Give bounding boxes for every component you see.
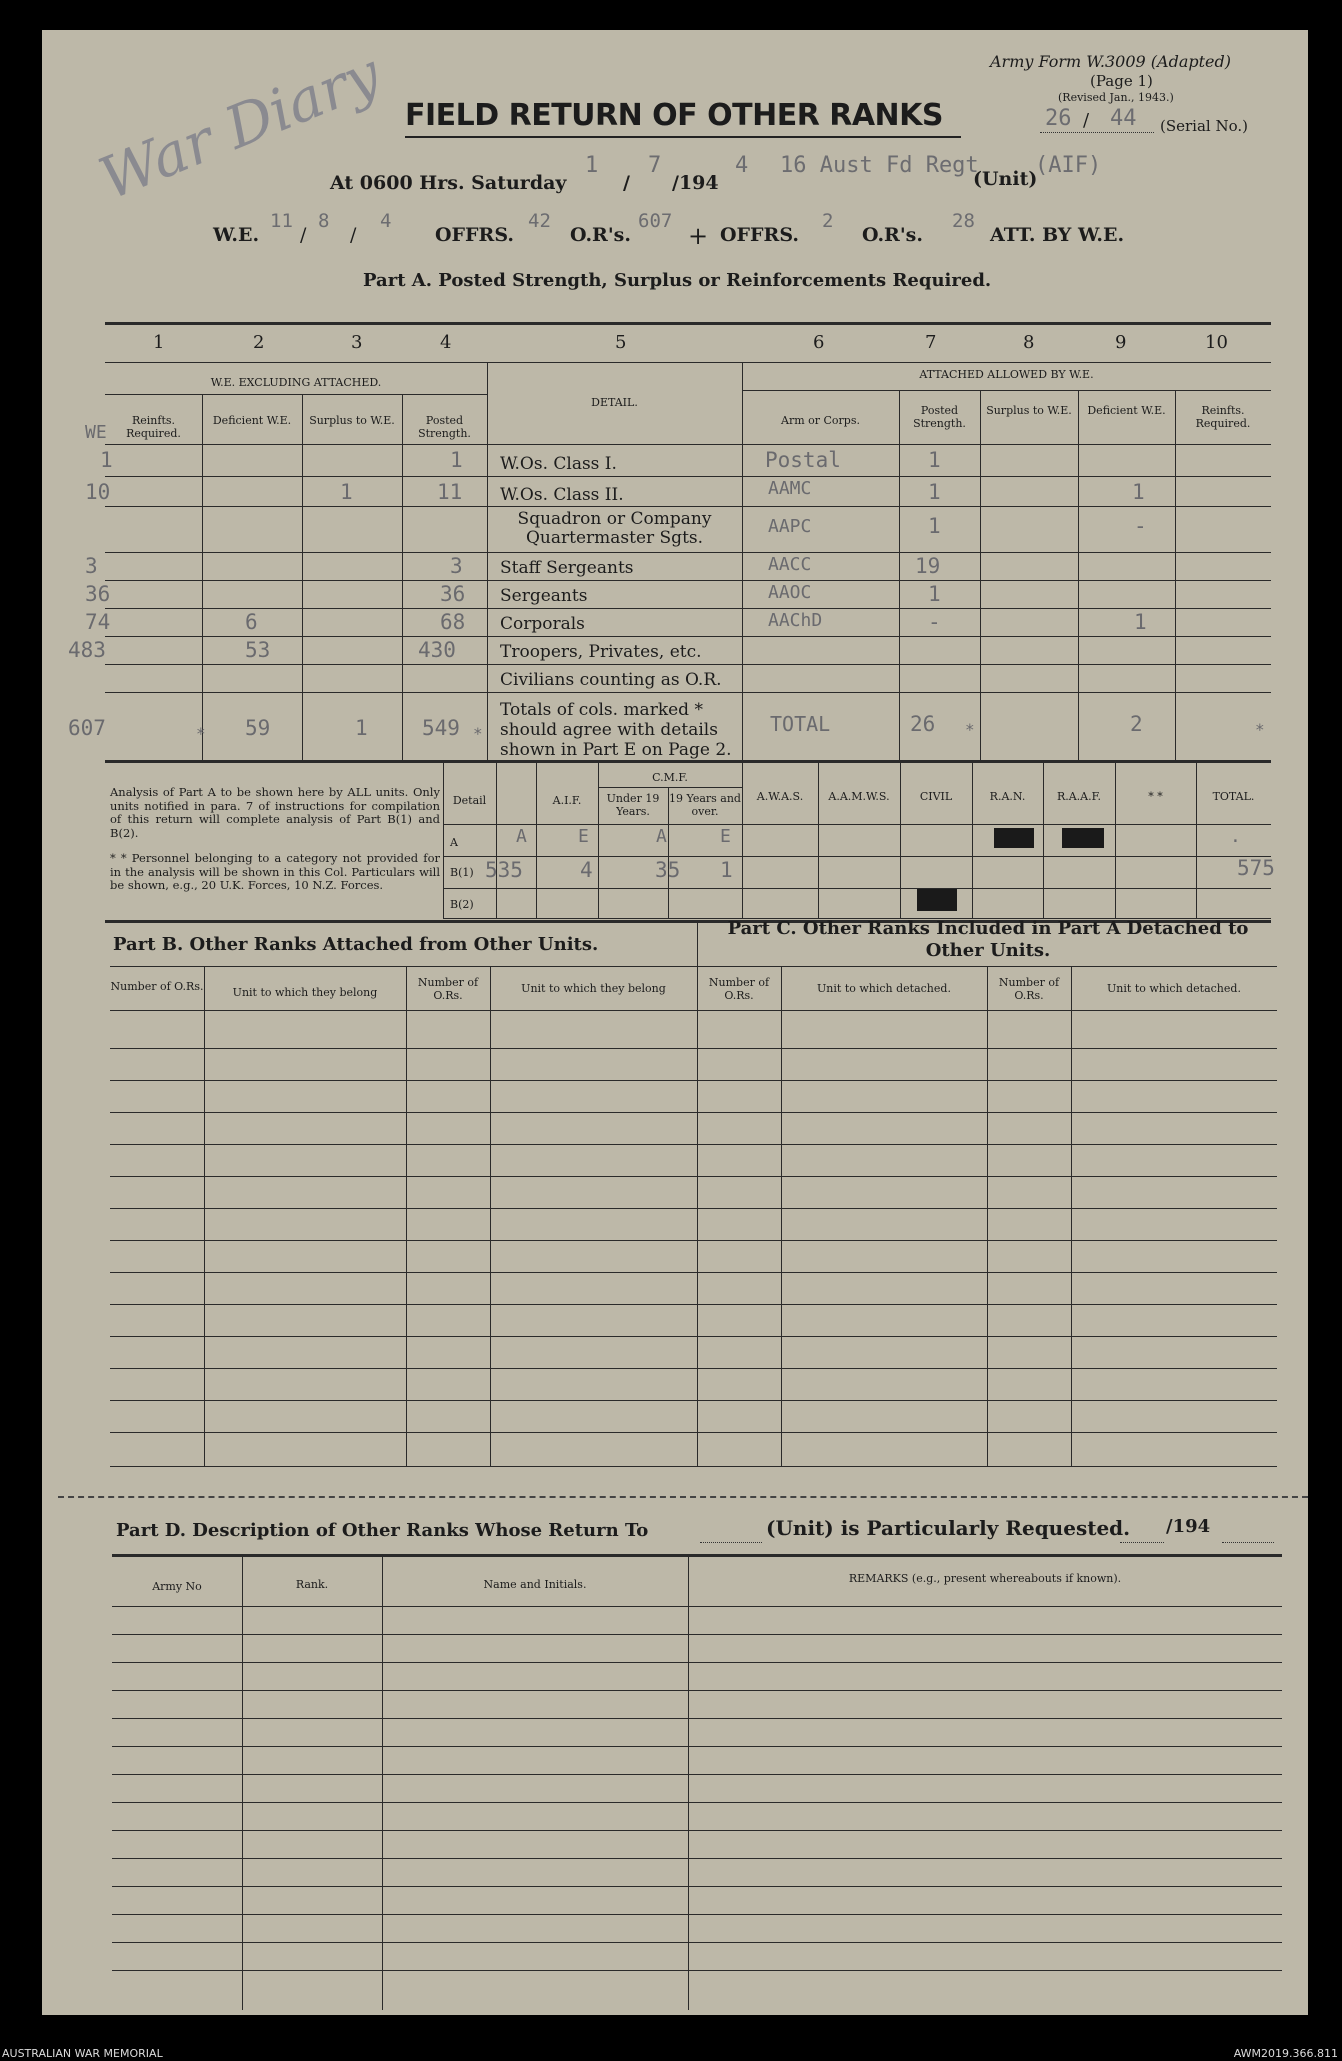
total-c9: 2 (1130, 712, 1143, 736)
hdr-surplus2: Surplus to W.E. (986, 404, 1072, 417)
vrule (742, 762, 743, 918)
we-a: 11 (270, 210, 293, 232)
rule (110, 1010, 1277, 1011)
col-number: 2 (253, 332, 265, 353)
detail-label: Staff Sergeants (500, 558, 634, 578)
detail-label: Corporals (500, 614, 585, 634)
hdr-detail: Detail (452, 794, 487, 807)
cell-arm: AAMC (768, 478, 812, 499)
part-a-top-rule (105, 322, 1271, 325)
serial-label: (Serial No.) (1160, 117, 1248, 135)
rule (598, 787, 742, 788)
hdr-detail: DETAIL. (591, 396, 638, 409)
cell-c1: 1 (100, 448, 113, 472)
hdr-aif: A.I.F. (552, 794, 582, 807)
rule (105, 692, 1271, 693)
vrule (402, 394, 403, 760)
vrule (1078, 390, 1079, 760)
rule (105, 444, 1271, 445)
col-number: 7 (925, 332, 937, 353)
hdr-arm: Arm or Corps. (781, 414, 860, 427)
vrule (406, 966, 407, 1466)
col-number: 6 (813, 332, 825, 353)
d-hdr-rank: Rank. (295, 1578, 329, 1591)
detail-label: Squadron or Company Quartermaster Sgts. (517, 509, 712, 548)
hdr-awas: A.W.A.S. (756, 790, 804, 803)
mark-a: A (656, 826, 667, 847)
part-d-unit: (Unit) is Particularly Requested. (766, 1516, 1131, 1540)
cell-c7: 1 (928, 448, 941, 472)
we-b: 8 (318, 210, 330, 232)
rule (105, 394, 487, 395)
col-number: 1 (153, 332, 165, 353)
page-label: (Page 1) (1090, 72, 1153, 90)
vrule (1115, 762, 1116, 918)
rule (105, 664, 1271, 665)
offrs2-val: 2 (822, 210, 834, 232)
hdr-civil: CIVIL (919, 790, 953, 803)
detail-label: Civilians counting as O.R. (500, 670, 722, 690)
total-c2: 59 (245, 716, 271, 740)
rule (443, 856, 1271, 857)
date-month: 7 (648, 153, 662, 178)
rule (105, 476, 1271, 477)
detail-label: W.Os. Class I. (500, 454, 617, 474)
cell-c3: 1 (340, 480, 353, 504)
rule (105, 362, 1271, 363)
cell-arm: Postal (765, 448, 841, 472)
b1-total: 575 (1237, 856, 1275, 880)
mark-a: A (516, 826, 527, 847)
cell-c7: 1 (928, 582, 941, 606)
cell-c7: 1 (928, 514, 941, 538)
vrule (1071, 966, 1072, 1466)
hdr-raaf: R.A.A.F. (1056, 790, 1102, 803)
cell-c1: 36 (85, 582, 111, 606)
hdr-under19: Under 19 Years. (606, 792, 660, 818)
cell-c9: 1 (1132, 480, 1145, 504)
mark-e: E (720, 826, 731, 847)
a-total: . (1230, 826, 1241, 847)
cell-c2: 6 (245, 610, 258, 634)
date-day: 1 (585, 153, 599, 178)
year-digit: 4 (735, 153, 749, 178)
tear-line (58, 1496, 1308, 1498)
vrule (980, 390, 981, 760)
part-d-date: /194 (1166, 1516, 1211, 1537)
cell-c1: 3 (85, 554, 98, 578)
cell-c4: 68 (440, 610, 466, 634)
unit-aif: (AIF) (1035, 153, 1102, 178)
we-label: W.E. (213, 224, 260, 246)
col-number: 9 (1115, 332, 1127, 353)
cell-c1: 483 (68, 638, 106, 662)
title-underline (405, 136, 961, 138)
vrule (1043, 762, 1044, 918)
we-group-header: W.E. EXCLUDING ATTACHED. (210, 376, 382, 389)
vrule (900, 762, 901, 918)
row-label-b1: B(1) (450, 866, 474, 879)
rule (112, 1554, 1282, 1557)
redaction-block (917, 889, 957, 911)
we-mark: WE (85, 422, 107, 443)
hdr-reinfts: Reinfts. Required. (126, 414, 181, 440)
col-number: 10 (1205, 332, 1228, 353)
part-d-title: Part D. Description of Other Ranks Whose Return To (116, 1520, 649, 1541)
analysis-note-2: * * Personnel belonging to a category not provided for in the analysis will be shown in this Col. Particulars will be shown, e.g., 20 U.K. Forces, 10 N.Z. Forces. (110, 851, 440, 892)
cell-arm: AAPC (768, 516, 812, 537)
hdr-cmf: C.M.F. (652, 771, 688, 784)
rule (105, 608, 1271, 609)
b-hdr-unit: Unit to which they belong (232, 986, 378, 999)
part-a-title: Part A. Posted Strength, Surplus or Reinforcements Required. (363, 270, 992, 291)
hdr-deficient2: Deficient W.E. (1087, 404, 1166, 417)
totals-detail: Totals of cols. marked * should agree with details shown in Part E on Page 2. (500, 700, 732, 760)
handwritten-war-diary: War Diary (90, 39, 390, 214)
offrs-val: 42 (528, 210, 551, 232)
rule (105, 552, 1271, 553)
hdr-total: TOTAL. (1212, 790, 1255, 803)
vrule (204, 966, 205, 1466)
part-b-title: Part B. Other Ranks Attached from Other Units. (113, 934, 599, 955)
we-slash-1: / (300, 224, 307, 246)
army-form-label: Army Form W.3009 (Adapted) (990, 52, 1232, 71)
hdr-surplus: Surplus to W.E. (309, 414, 395, 427)
c-hdr-unit: Unit to which detached. (817, 982, 951, 995)
total-c3: 1 (355, 716, 368, 740)
serial-a: 26 (1045, 106, 1072, 131)
vrule (742, 362, 743, 760)
c-hdr-unit: Unit to which detached. (1107, 982, 1241, 995)
b-hdr-number: Number of O.Rs. (417, 976, 479, 1002)
rule (443, 888, 1271, 889)
year-prefix: /194 (672, 172, 719, 194)
footer-left: AUSTRALIAN WAR MEMORIAL (2, 2047, 163, 2060)
b1-cmf-a: 35 (655, 858, 681, 882)
cell-c1: 10 (85, 480, 111, 504)
vrule (302, 394, 303, 760)
cell-c4: 1 (450, 448, 463, 472)
date-dotted (1120, 1542, 1164, 1543)
vrule (1196, 762, 1197, 918)
b-hdr-number: Number of O.Rs. (110, 980, 204, 993)
vrule (496, 762, 497, 918)
form-title: FIELD RETURN OF OTHER RANKS (405, 98, 944, 133)
vrule (972, 762, 973, 918)
hdr-aamws: A.A.M.W.S. (828, 790, 890, 803)
unit-label: (Unit) (973, 168, 1038, 190)
revised-label: (Revised Jan., 1943.) (1058, 91, 1174, 104)
rule (110, 966, 697, 967)
cell-c7: 1 (928, 480, 941, 504)
col-number: 3 (351, 332, 363, 353)
footer-right: AWM2019.366.811 (1233, 2047, 1338, 2060)
ors-label: O.R's. (570, 224, 631, 246)
b-hdr-unit: Unit to which they belong (521, 982, 666, 995)
serial-slash: / (1083, 110, 1090, 131)
at-label: At 0600 Hrs. Saturday (330, 172, 567, 194)
date-slash: / (623, 172, 630, 194)
rule (105, 580, 1271, 581)
hdr-reinfts2: Reinfts. Required. (1195, 404, 1251, 430)
star-mark: * (1255, 720, 1265, 739)
vrule (987, 966, 988, 1466)
rule (105, 636, 1271, 637)
vrule (598, 762, 599, 918)
part-c-title: Part C. Other Ranks Included in Part A Detached to Other Units. (727, 918, 1249, 961)
we-c: 4 (380, 210, 392, 232)
serial-b: 44 (1110, 106, 1137, 131)
vrule (443, 762, 444, 918)
cell-c2: 53 (245, 638, 271, 662)
cell-arm: AACC (768, 554, 812, 575)
col-number: 4 (440, 332, 452, 353)
vrule (899, 390, 900, 760)
total-arm: TOTAL (770, 712, 831, 736)
vrule (202, 394, 203, 760)
detail-label: Troopers, Privates, etc. (500, 642, 702, 662)
rule (105, 760, 1271, 763)
vrule (781, 966, 782, 1466)
b1-cmf-e: 1 (720, 858, 733, 882)
we-slash-2: / (350, 224, 357, 246)
total-c1: 607 (68, 716, 106, 740)
vrule (1175, 390, 1176, 760)
ors2-val: 28 (952, 210, 975, 232)
total-c7: 26 (910, 712, 936, 736)
cell-c4: 430 (418, 638, 456, 662)
d-hdr-army-no: Army No (152, 1580, 202, 1593)
att-label: ATT. BY W.E. (990, 224, 1125, 246)
cell-c4: 36 (440, 582, 466, 606)
b1-aif-a: 535 (485, 858, 523, 882)
cell-c4: 3 (450, 554, 463, 578)
ors-val: 607 (638, 210, 673, 232)
offrs2-label: OFFRS. (720, 224, 799, 246)
hdr-other: * * (1148, 790, 1163, 803)
star-mark: * (965, 720, 975, 739)
vrule (490, 966, 491, 1466)
hdr-posted2: Posted Strength. (913, 404, 966, 430)
att-group-header: ATTACHED ALLOWED BY W.E. (919, 368, 1094, 381)
d-hdr-remarks: REMARKS (e.g., present whereabouts if known). (848, 1572, 1122, 1585)
c-hdr-number: Number of O.Rs. (998, 976, 1060, 1002)
star-mark: * (196, 724, 206, 743)
redaction-block (994, 828, 1034, 848)
redaction-block (1062, 828, 1104, 848)
unit-typed: 16 Aust Fd Regt (780, 153, 979, 178)
serial-underline (1040, 132, 1154, 133)
analysis-note-1: Analysis of Part A to be shown here by ALL units. Only units notified in para. 7 of instructions for compilation of this return will complete analysis of Part B(1) and B(2). (110, 785, 440, 840)
cell-c1: 74 (85, 610, 111, 634)
col-number: 5 (615, 332, 627, 353)
date-dotted (1222, 1542, 1274, 1543)
vrule (487, 362, 488, 760)
cell-arm: AAOC (768, 582, 812, 603)
rule (105, 506, 1271, 507)
hdr-deficient: Deficient W.E. (212, 414, 292, 427)
col-numbers (105, 332, 1271, 356)
detail-label: Sergeants (500, 586, 588, 606)
rule (112, 1606, 1282, 1607)
b1-aif-e: 4 (580, 858, 593, 882)
cell-c9: - (1134, 514, 1147, 538)
c-hdr-number: Number of O.Rs. (708, 976, 770, 1002)
ors2-label: O.R's. (862, 224, 923, 246)
cell-c9: 1 (1134, 610, 1147, 634)
col-number: 8 (1023, 332, 1035, 353)
d-hdr-name: Name and Initials. (483, 1578, 587, 1591)
offrs-label: OFFRS. (435, 224, 514, 246)
cell-c7: 19 (915, 554, 941, 578)
vrule (818, 762, 819, 918)
rule (742, 390, 1271, 391)
plus-sign: + (688, 222, 709, 250)
mark-e: E (578, 826, 589, 847)
cell-arm: AAChD (768, 610, 823, 631)
detail-label: W.Os. Class II. (500, 485, 624, 505)
hdr-posted: Posted Strength. (418, 414, 471, 440)
total-c4: 549 (422, 716, 460, 740)
rule (443, 824, 1271, 825)
hdr-ran: R.A.N. (989, 790, 1026, 803)
unit-dotted (700, 1542, 762, 1543)
cell-c4: 11 (437, 480, 463, 504)
vrule (536, 762, 537, 918)
star-mark: * (473, 724, 483, 743)
row-label-a: A (450, 836, 458, 849)
cell-c7: - (928, 610, 941, 634)
hdr-19over: 19 Years and over. (669, 792, 741, 818)
row-label-b2: B(2) (450, 898, 474, 911)
